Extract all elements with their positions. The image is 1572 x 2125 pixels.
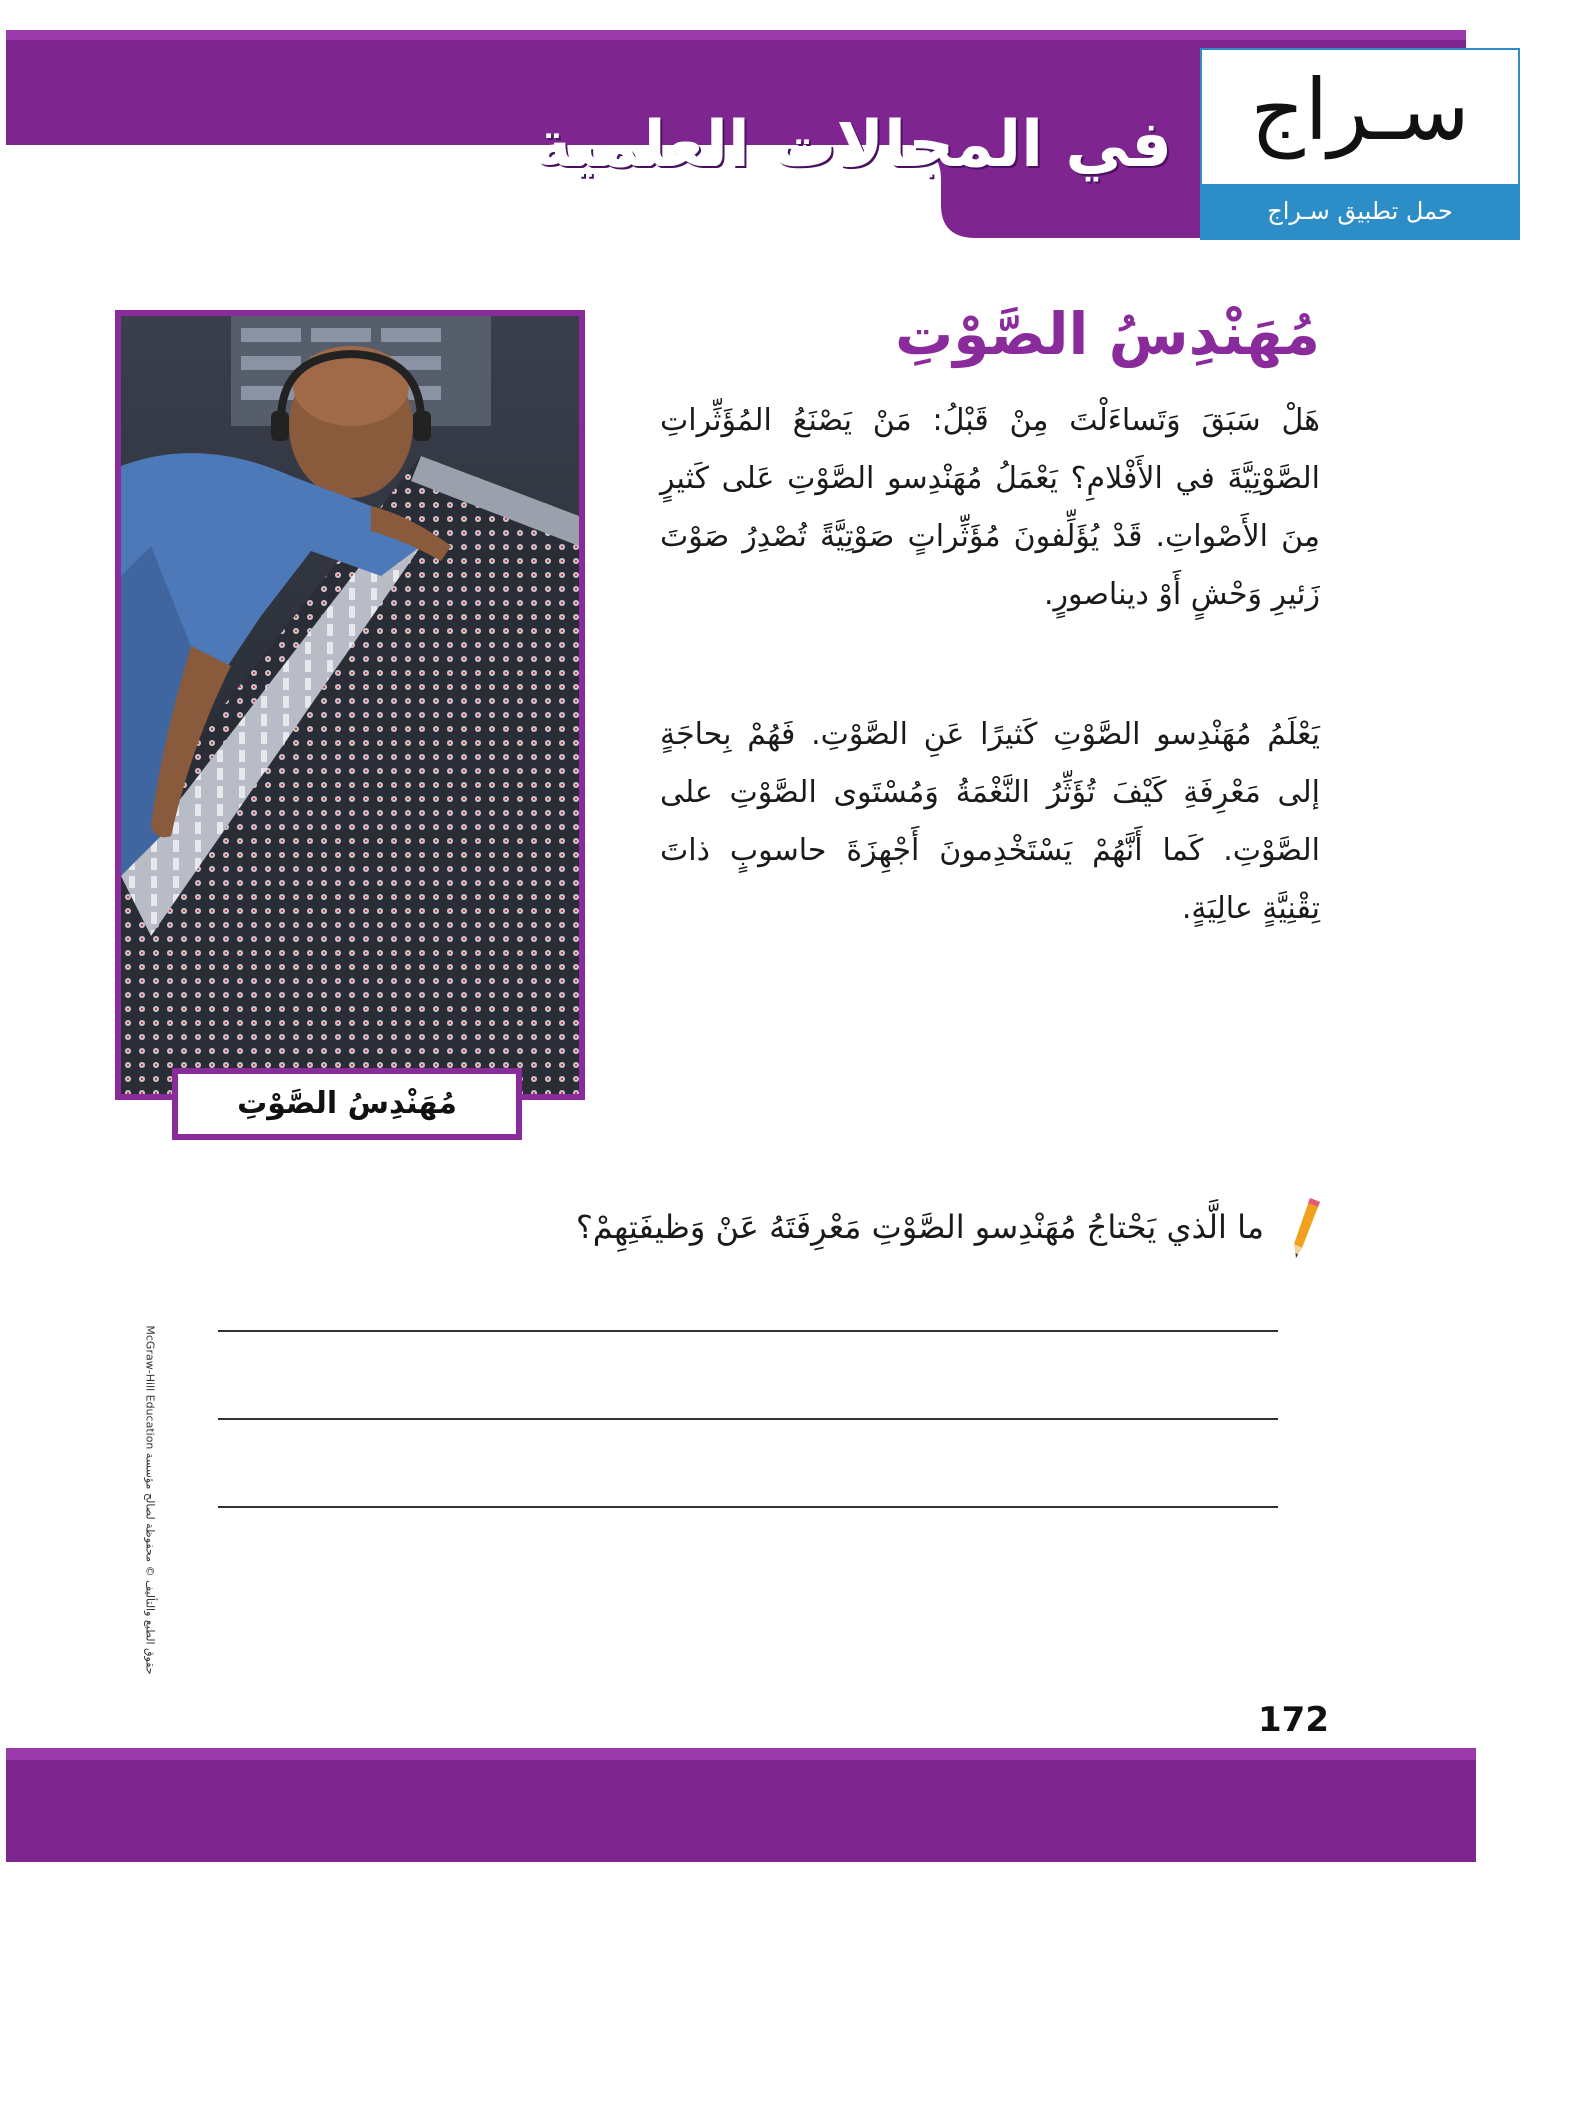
copyright-credit: McGraw-Hill Education حقوق الطبع والتأليف © محفوظة لصالح مؤسسة	[143, 1325, 157, 1675]
pencil-icon	[1288, 1196, 1322, 1262]
logo-text: سـراج	[1250, 61, 1470, 159]
logo-tagline: حمل تطبيق سـراج	[1202, 184, 1518, 238]
mixing-console-illustration	[121, 316, 579, 1094]
photo-caption: مُهَنْدِسُ الصَّوْتِ	[172, 1068, 522, 1140]
answer-line-2[interactable]	[218, 1418, 1278, 1420]
paragraph-2: يَعْلَمُ مُهَنْدِسو الصَّوْتِ كَثيرًا عَنِ الصَّوْتِ. فَهُمْ بِحاجَةٍ إلى مَعْرِفَةِ كَيْفَ تُؤَثِّرُ النَّغْمَةُ وَمُسْتَوى الصَّوْتِ على الصَّوْتِ. كَما أَنَّهُمْ يَسْتَخْدِمونَ أَجْهِزَةَ حاسوبٍ ذاتَ تِقْنِيَّةٍ عالِيَةٍ.	[660, 717, 1320, 926]
footer-bar-highlight	[6, 1748, 1476, 1760]
paragraph-1: هَلْ سَبَقَ وَتَساءَلْتَ مِنْ قَبْلُ: مَنْ يَصْنَعُ المُؤَثِّراتِ الصَّوْتِيَّةَ في الأَفْلامِ؟ يَعْمَلُ مُهَنْدِسو الصَّوْتِ عَلى كَثيرٍ مِنَ الأَصْواتِ. قَدْ يُؤَلِّفونَ مُؤَثِّراتٍ صَوْتِيَّةً تُصْدِرُ صَوْتَ زَئيرِ وَحْشٍ أَوْ ديناصورٍ.	[660, 403, 1320, 612]
question	[422, 1196, 1322, 1266]
page-number: 172	[1258, 1700, 1329, 1740]
footer-bar	[6, 1748, 1476, 1862]
siraj-logo[interactable]	[1200, 48, 1520, 240]
answer-line-1[interactable]	[218, 1330, 1278, 1332]
section-title: في المجالات العلمية	[533, 108, 1172, 182]
sound-engineer-photo	[115, 310, 585, 1100]
article-title: مُهَنْدِسُ الصَّوْتِ	[894, 300, 1320, 368]
answer-line-3[interactable]	[218, 1506, 1278, 1508]
question-text: ما الَّذي يَحْتاجُ مُهَنْدِسو الصَّوْتِ مَعْرِفَتَهُ عَنْ وَظيفَتِهِمْ؟	[575, 1208, 1264, 1246]
